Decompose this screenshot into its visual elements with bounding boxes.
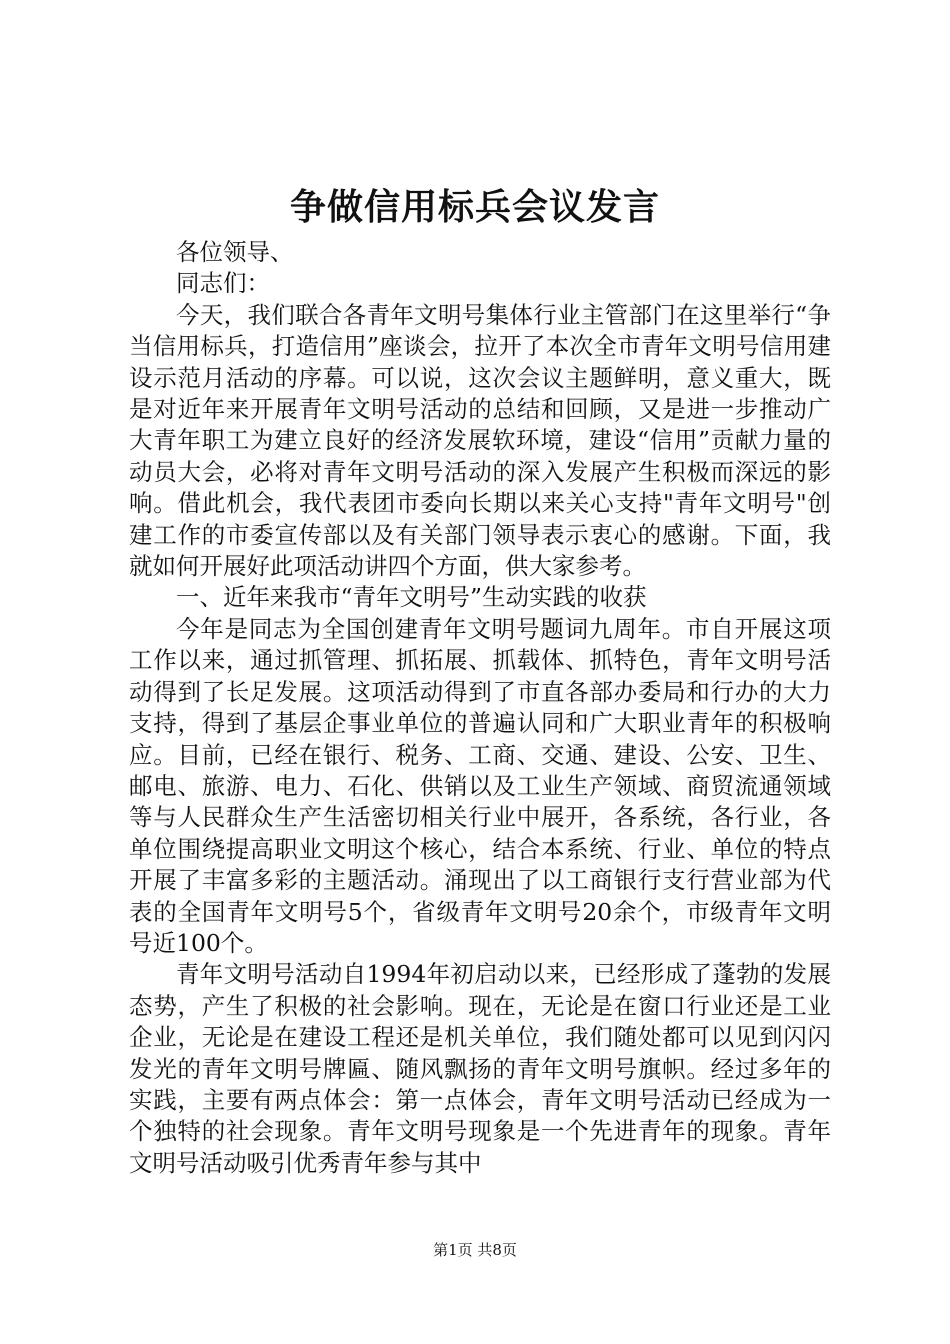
salutation-line-2: 同志们： xyxy=(176,269,270,298)
body-paragraph: 今天，我们联合各青年文明号集体行业主管部门在这里举行“争当信用标兵，打造信用”座谈会，拉开了本次全市青年文明号信用建设示范月活动的序幕。可以说，这次会议主题鲜明，意义重大，既是对近年来开展青年文明号活动的总结和回顾，又是进一步推动广大青年职工为建立良好的经济发展软环境，建设“信用”贡献力量的动员大会，必将对青年文明号活动的深入发展产生积极而深远的影响。借此机会，我代表团市委向长期以来关心支持"青年文明号"创建工作的市委宣传部以及有关部门领导表示衷心的感谢。下面，我就如何开展好此项活动讲四个方面，供大家参考。 xyxy=(129,300,831,581)
document-title: 争做信用标兵会议发言 xyxy=(289,187,660,228)
document-body xyxy=(129,237,831,1179)
section-heading: 一、近年来我市“青年文明号”生动实践的收获 xyxy=(176,583,647,612)
body-paragraph: 今年是同志为全国创建青年文明号题词九周年。市自开展这项工作以来，通过抓管理、抓拓展、抓载体、抓特色，青年文明号活动得到了长足发展。这项活动得到了市直各部办委局和行办的大力支持，得到了基层企事业单位的普遍认同和广大职业青年的积极响应。目前，已经在银行、税务、工商、交通、建设、公安、卫生、邮电、旅游、电力、石化、供销以及工业生产领域、商贸流通领域等与人民群众生产生活密切相关行业中展开，各系统，各行业，各单位围绕提高职业文明这个核心，结合本系统、行业、单位的特点开展了丰富多彩的主题活动。涌现出了以工商银行支行营业部为代表的全国青年文明号5个，省级青年文明号20余个，市级青年文明号近100个。 xyxy=(129,614,831,957)
page-number-footer: 第1页 共8页 xyxy=(433,1241,517,1259)
salutation-line-1: 各位领导、 xyxy=(176,238,294,266)
body-paragraph: 青年文明号活动自1994年初启动以来，已经形成了蓬勃的发展态势，产生了积极的社会影响。现在，无论是在窗口行业还是工业企业，无论是在建设工程还是机关单位，我们随处都可以见到闪闪发光的青年文明号牌匾、随风飘扬的青年文明号旗帜。经过多年的实践，主要有两点体会：第一点体会，青年文明号活动已经成为一个独特的社会现象。青年文明号现象是一个先进青年的现象。青年文明号活动吸引优秀青年参与其中 xyxy=(129,960,831,1177)
